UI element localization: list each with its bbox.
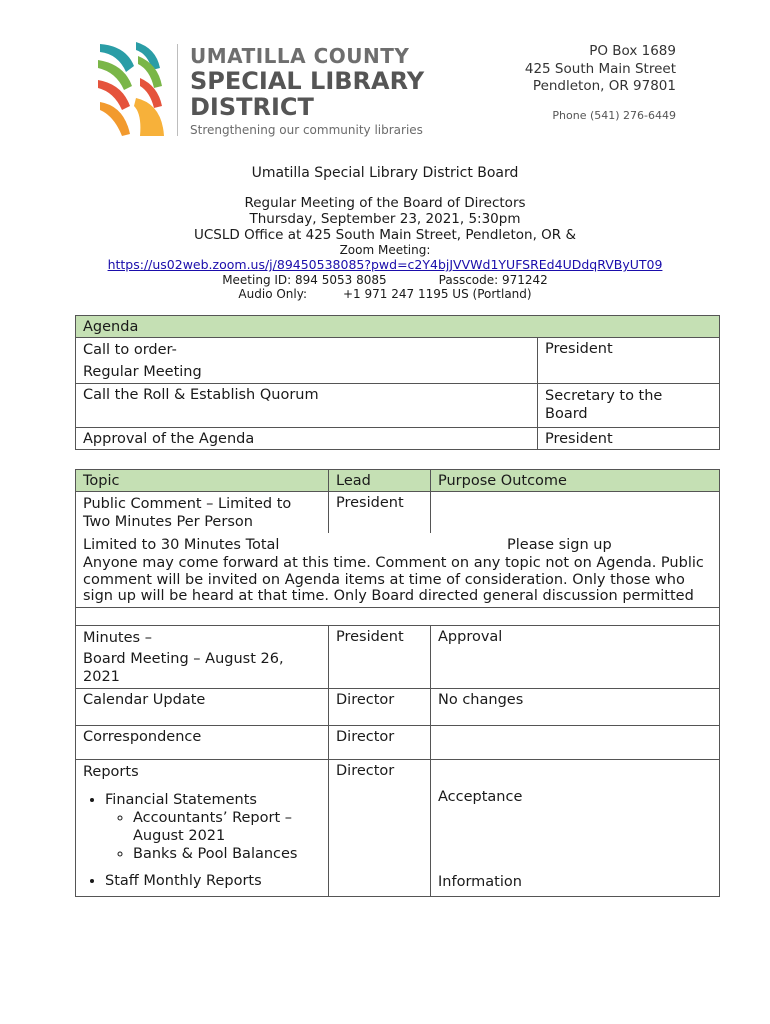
topic-reports: Reports: [83, 763, 139, 780]
organization-name: [190, 44, 450, 120]
lead-correspondence: Director: [329, 725, 431, 759]
purpose-staff: Information: [438, 873, 522, 890]
topic-calendar: Calendar Update: [76, 688, 329, 725]
column-header-topic: Topic: [76, 470, 329, 492]
public-comment-text: Anyone may come forward at this time. Comment on any topic not on Agenda. Public comment will be invited on Agenda items at time of consideration. Only those who sign up will be heard at that time. Only Board directed general discussion permitted: [83, 555, 704, 604]
report-accountants: ◦ Accountants’ Report – August 2021: [133, 809, 321, 845]
table-row: [76, 384, 720, 428]
agenda-header: Agenda: [76, 316, 720, 338]
topic-public-comment-line2: Two Minutes Per Person: [83, 514, 253, 530]
agenda-lead: President: [538, 428, 720, 450]
topics-table: [75, 469, 720, 897]
meeting-id: Meeting ID: 894 5053 8085: [222, 273, 387, 287]
table-row: [76, 607, 720, 625]
topic-minutes: Minutes –: [83, 629, 152, 646]
table-row: [76, 725, 720, 759]
meeting-datetime: Thursday, September 23, 2021, 5:30pm: [249, 211, 521, 227]
report-financial-statements: • Financial Statements ◦ Accountants’ Report – August 2021 ◦ Banks & Pool Balances: [105, 791, 321, 863]
meeting-location: UCSLD Office at 425 South Main Street, Pendleton, OR &: [193, 227, 576, 243]
purpose-financial: Acceptance: [438, 788, 523, 805]
purpose-correspondence: [431, 725, 720, 759]
tagline: Strengthening our community libraries: [190, 123, 423, 137]
lead-calendar: Director: [329, 688, 431, 725]
table-row: [76, 492, 720, 534]
audio-label: Audio Only:: [238, 287, 307, 301]
address-line3: Pendleton, OR 97801: [532, 78, 676, 94]
purpose-calendar: No changes: [431, 688, 720, 725]
meeting-type: Regular Meeting of the Board of Directors: [244, 195, 526, 211]
purpose-minutes: Approval: [431, 625, 720, 688]
topic-minutes-year: 2021: [83, 668, 120, 685]
topic-correspondence: Correspondence: [76, 725, 329, 759]
address-line2: 425 South Main Street: [524, 60, 676, 77]
table-row: [76, 338, 720, 384]
org-name-line2: SPECIAL LIBRARY: [190, 67, 425, 95]
sign-up-note: Please sign up: [507, 537, 612, 553]
topic-public-comment-line1: Public Comment – Limited to: [83, 496, 292, 512]
meeting-passcode: Passcode: 971242: [438, 273, 548, 287]
zoom-meeting-link[interactable]: https://us02web.zoom.us/j/89450538085?pwd=c2Y4bjJVVWd1YUFSREd4UDdqRVByUT09: [107, 257, 663, 272]
header-divider: [177, 44, 178, 136]
zoom-label: Zoom Meeting:: [339, 243, 431, 257]
lead-public-comment: President: [329, 492, 431, 534]
board-title: Umatilla Special Library District Board: [251, 165, 519, 181]
agenda-lead: President: [538, 338, 720, 384]
phone-number: Phone (541) 276-6449: [552, 109, 676, 122]
agenda-item: Call to order-: [83, 342, 177, 358]
agenda-lead: Secretary to the: [545, 388, 663, 404]
agenda-item-sub: Regular Meeting: [83, 364, 202, 380]
address-line1: PO Box 1689: [589, 43, 676, 59]
table-row: [76, 688, 720, 725]
column-header-purpose: Purpose Outcome: [431, 470, 720, 492]
agenda-item: Approval of the Agenda: [76, 428, 538, 450]
report-banks-pool: ◦ Banks & Pool Balances: [133, 845, 321, 863]
report-staff-monthly: • Staff Monthly Reports: [105, 872, 321, 890]
topic-minutes-meeting: Board Meeting – August 26,: [83, 650, 284, 667]
agenda-table: [75, 315, 720, 450]
org-name-line1: UMATILLA COUNTY: [190, 44, 410, 68]
public-comment-limit: Limited to 30 Minutes Total: [83, 537, 280, 553]
agenda-item: Call the Roll & Establish Quorum: [76, 384, 538, 428]
org-name-line3: DISTRICT: [190, 93, 314, 121]
table-row: [76, 625, 720, 688]
table-row: [76, 533, 720, 607]
agenda-lead-sub: Board: [545, 406, 588, 422]
library-district-logo: [96, 42, 166, 142]
table-row: [76, 759, 720, 896]
meeting-details: [0, 195, 770, 301]
table-row: [76, 428, 720, 450]
lead-reports: Director: [329, 759, 431, 896]
column-header-lead: Lead: [329, 470, 431, 492]
lead-minutes: President: [329, 625, 431, 688]
audio-number: +1 971 247 1195 US (Portland): [343, 287, 532, 301]
mailing-address: [525, 43, 676, 96]
